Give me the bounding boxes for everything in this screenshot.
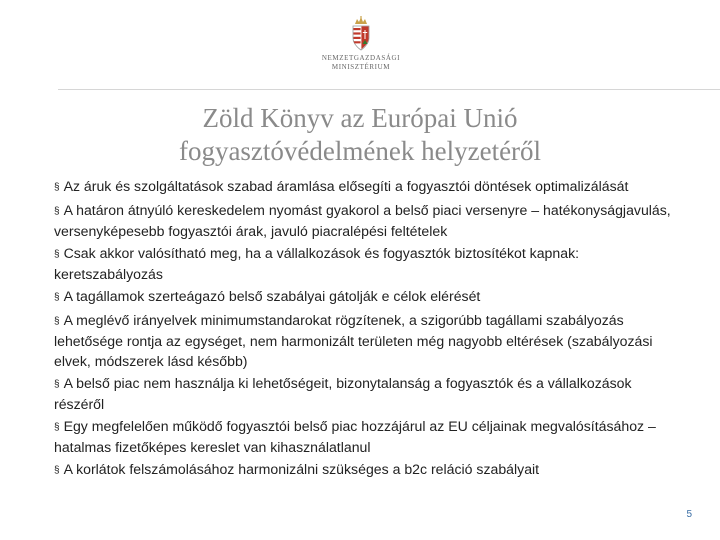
bullet-marker: § <box>54 316 60 327</box>
bullet-marker: § <box>54 378 60 390</box>
bullet-text: Csak akkor valósítható meg, ha a vállalkozások és fogyasztók biztosítékot kapnak: keretszabályozás <box>54 245 580 283</box>
bullet-item <box>54 460 684 481</box>
bullet-item <box>54 177 684 198</box>
bullet-item <box>54 311 684 371</box>
bullet-text: A meglévő irányelvek minimumstandarokat rögzítenek, a szigorúbb tagállami szabályozás lehetősége rontja az egységet, nem harmonizált területen még nagyobb eltérések (szabályozási elvek, módszerek lásd később) <box>54 312 653 369</box>
bullet-marker: § <box>54 421 60 433</box>
ministry-name-line1: NEMZETGAZDASÁGI <box>321 54 401 62</box>
ministry-logo <box>318 16 404 82</box>
page-number: 5 <box>686 509 692 520</box>
bullet-item <box>54 417 684 458</box>
ministry-name-line2: MINISZTÉRIUM <box>331 63 391 71</box>
bullet-marker: § <box>54 465 60 477</box>
bullet-text: A korlátok felszámolásához harmonizálni szükséges a b2c reláció szabályait <box>63 461 540 478</box>
bullet-text: A tagállamok szerteágazó belső szabályai gátolják e célok elérését <box>63 288 481 305</box>
bullet-marker: § <box>54 182 60 193</box>
bullet-marker: § <box>54 205 60 217</box>
bullet-list <box>54 177 684 484</box>
slide-title <box>0 102 720 168</box>
bullet-text: A határon átnyúló kereskedelem nyomást gyakorol a belső piaci versenyre – hatékonyságjavulás, versenyképesebb fogyasztói árak, javuló piacralépési feltételek <box>54 201 671 240</box>
header-divider <box>58 89 720 90</box>
ministry-name <box>318 54 404 72</box>
bullet-item <box>54 287 684 308</box>
bullet-text: A belső piac nem használja ki lehetőségeit, bizonytalanság a fogyasztók és a vállalkozások részéről <box>54 374 632 413</box>
bullet-text: Egy megfelelően működő fogyasztói belső piac hozzájárul az EU céljainak megvalósításához – hatalmas fizetőképes kereslet van kihasználatlanul <box>54 417 656 456</box>
bullet-marker: § <box>54 249 60 260</box>
bullet-item <box>54 244 684 285</box>
bullet-text: Az áruk és szolgáltatások szabad áramlása elősegíti a fogyasztói döntések optimalizálását <box>63 178 629 194</box>
bullet-marker: § <box>54 292 60 304</box>
bullet-item <box>54 201 684 242</box>
bullet-item <box>54 374 684 415</box>
slide-title-line2: fogyasztóvédelmének helyzetéről <box>178 136 542 166</box>
coat-of-arms-icon <box>350 16 372 52</box>
slide-title-line1: Zöld Könyv az Európai Unió <box>202 103 518 133</box>
